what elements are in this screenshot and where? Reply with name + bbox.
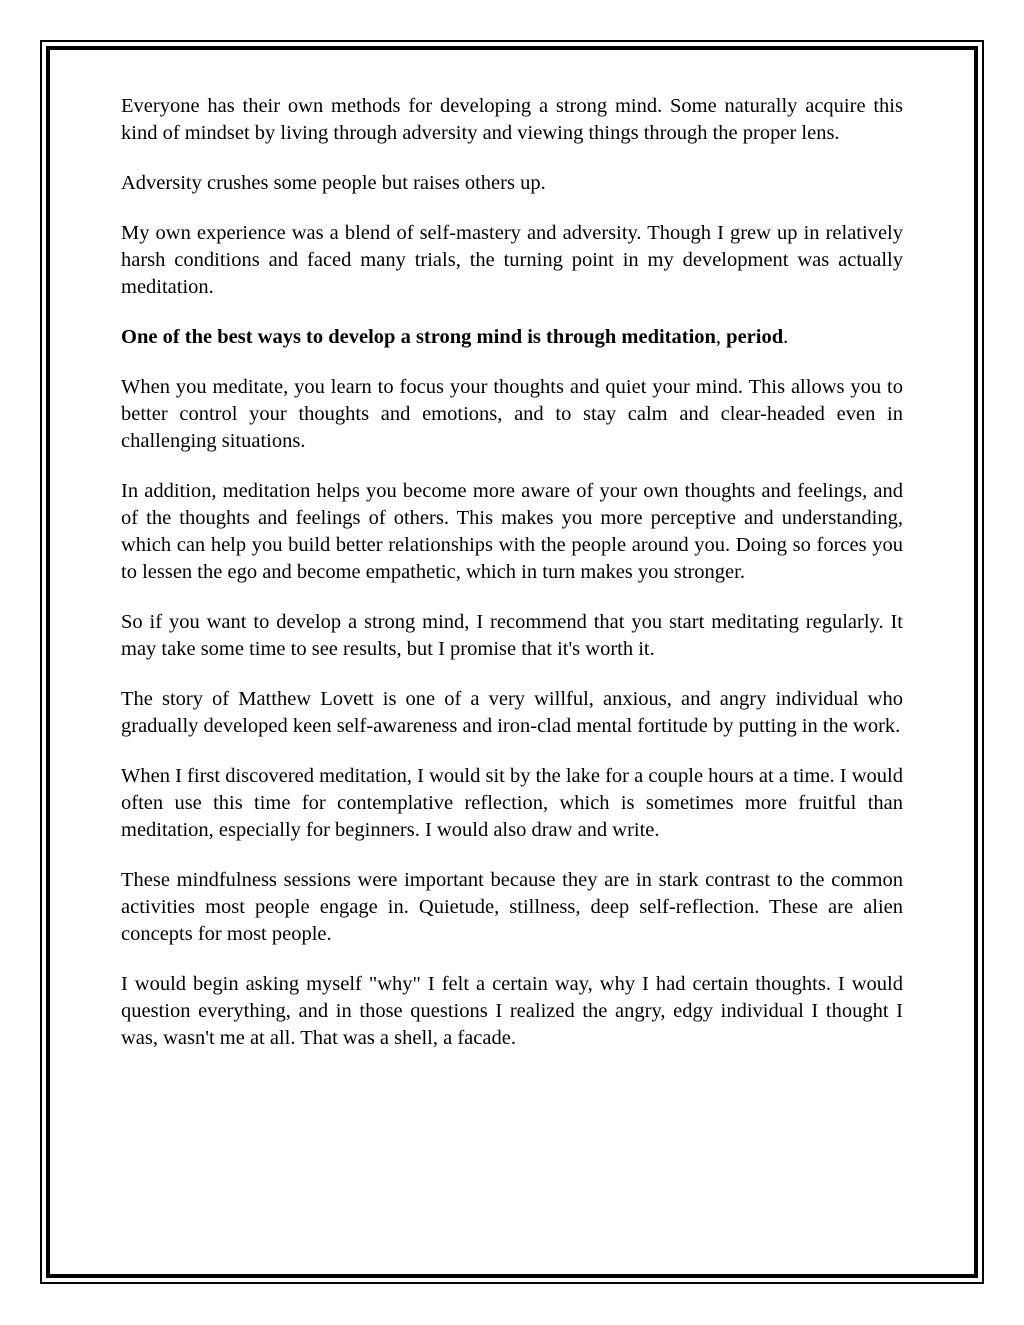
paragraph-4-emphasis bbox=[121, 324, 903, 351]
paragraph-7: So if you want to develop a strong mind, I recommend that you start meditating regularly. It may take some time to see results, but I promise that it's worth it. bbox=[121, 611, 903, 660]
emphasis-bold-text: One of the best ways to develop a strong mind is through meditation bbox=[121, 326, 716, 348]
paragraph-2: Adversity crushes some people but raises others up. bbox=[121, 172, 546, 194]
paragraph-9: When I first discovered meditation, I would sit by the lake for a couple hours at a time. I would often use this time for contemplative reflection, which is sometimes more fruitful than meditation, especially for beginners. I would also draw and write. bbox=[121, 765, 903, 841]
emphasis-bold-period: period bbox=[726, 326, 784, 348]
paragraph-6: In addition, meditation helps you become more aware of your own thoughts and feelings, and of the thoughts and feelings of others. This makes you more perceptive and understanding, which can help you build better relationships with the people around you. Doing so forces you to lessen the ego and become empathetic, which in turn makes you stronger. bbox=[121, 480, 903, 583]
paragraph-5: When you meditate, you learn to focus your thoughts and quiet your mind. This allows you to better control your thoughts and emotions, and to stay calm and clear-headed even in challenging situations. bbox=[121, 376, 903, 452]
document-body bbox=[121, 93, 903, 1075]
emphasis-comma: , bbox=[715, 326, 727, 348]
emphasis-end: . bbox=[783, 326, 789, 348]
paragraph-10: These mindfulness sessions were important because they are in stark contrast to the common activities most people engage in. Quietude, stillness, deep self-reflection. These are alien concepts for most people. bbox=[121, 869, 903, 945]
paragraph-8: The story of Matthew Lovett is one of a very willful, anxious, and angry individual who gradually developed keen self-awareness and iron-clad mental fortitude by putting in the work. bbox=[121, 688, 903, 737]
paragraph-11: I would begin asking myself "why" I felt a certain way, why I had certain thoughts. I would question everything, and in those questions I realized the angry, edgy individual I thought I was, wasn't me at all. That was a shell, a facade. bbox=[121, 973, 903, 1049]
paragraph-3: My own experience was a blend of self-mastery and adversity. Though I grew up in relatively harsh conditions and faced many trials, the turning point in my development was actually meditation. bbox=[121, 222, 903, 298]
paragraph-1: Everyone has their own methods for developing a strong mind. Some naturally acquire this kind of mindset by living through adversity and viewing things through the proper lens. bbox=[121, 95, 903, 144]
